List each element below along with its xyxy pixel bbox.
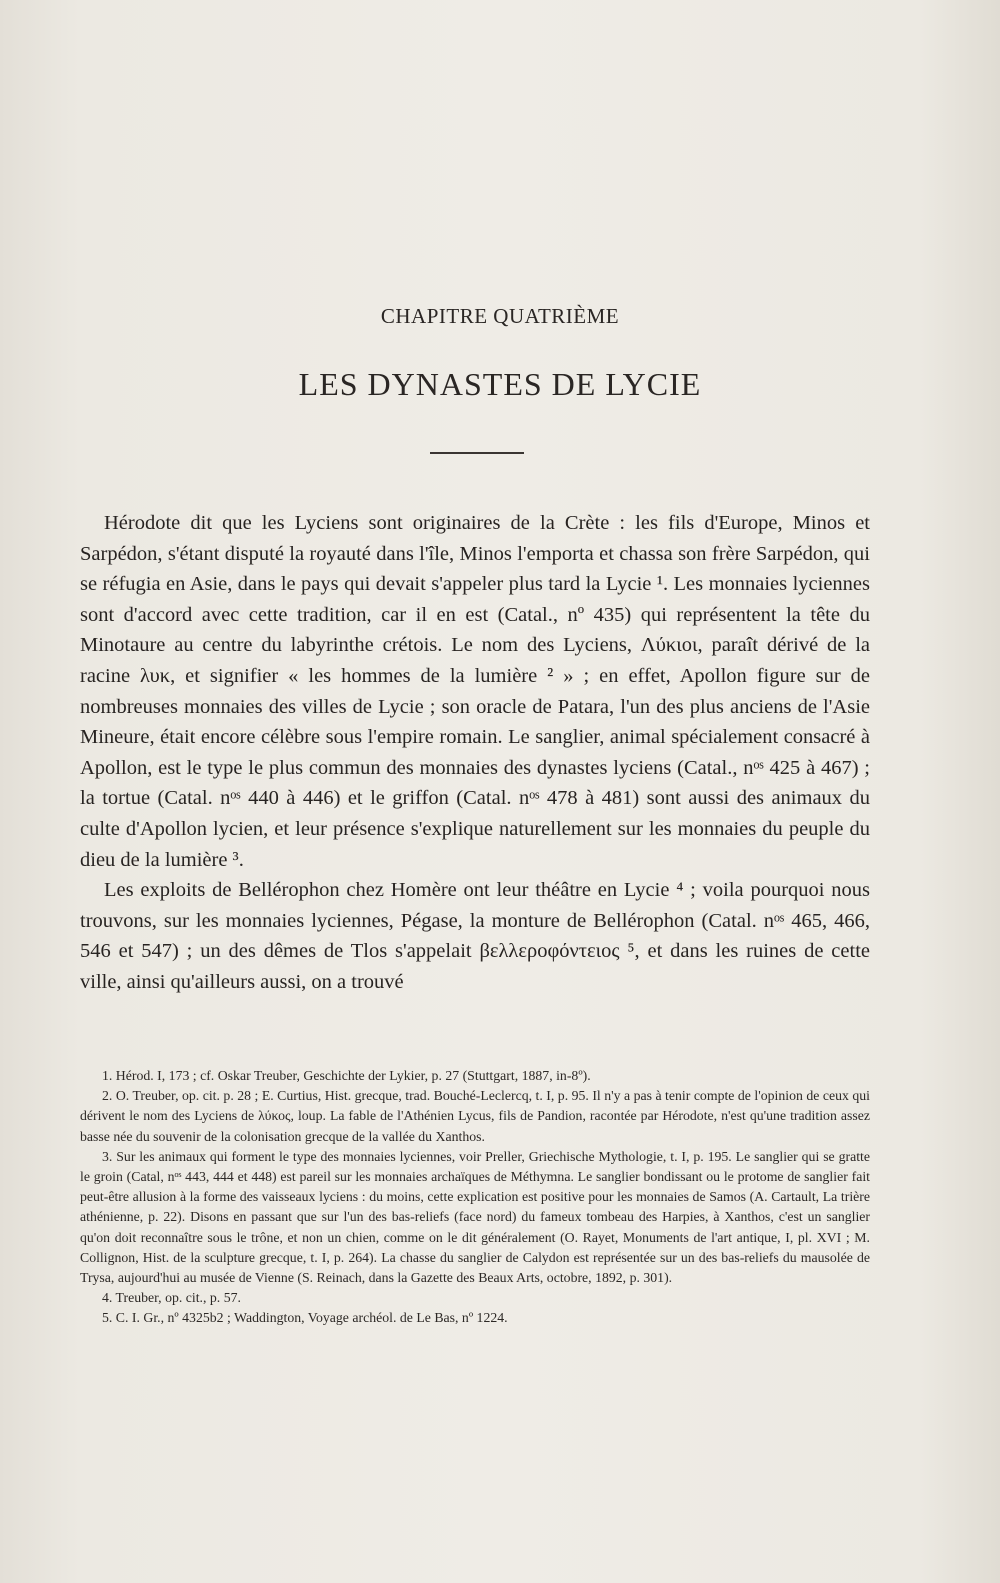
footnote: 3. Sur les animaux qui forment le type des monnaies lyciennes, voir Preller, Griechische Mythologie, t. I, p. 195. Le sanglier qui se gratte le groin (Catal, nᵒˢ 443, 444 et 448) est pareil sur les monnaies archaïques de Méthymna. Le sanglier bondissant ou le protome de sanglier fait peut-être allusion à la forme des vaisseaux lyciens : du moins, cette explication est positive pour les monnaies de Samos (A. Cartault, La trière athénienne, p. 22). Disons en passant que sur l'un des bas-reliefs (face nord) du fameux tombeau des Harpies, à Xanthos, c'est un sanglier qu'on doit reconnaître sous le trône, et non un chien, comme on le dit généralement (O. Rayet, Monuments de l'art antique, I, pl. XVI ; M. Collignon, Hist. de la sculpture grecque, t. I, p. 264). La chasse du sanglier de Calydon est représentée sur un des bas-reliefs du mausolée de Trysa, aujourd'hui au musée de Vienne (S. Reinach, dans la Gazette des Beaux Arts, octobre, 1892, p. 301). [80, 1148, 870, 1286]
title-divider [430, 452, 524, 454]
chapter-title: LES DYNASTES DE LYCIE [298, 366, 702, 402]
footnote: 2. O. Treuber, op. cit. p. 28 ; E. Curtius, Hist. grecque, trad. Bouché-Leclercq, t. I, p. 95. Il n'y a pas à tenir compte de l'opinion de ceux qui dérivent le nom des Lyciens de λύκος, loup. La fable de l'Athénien Lycus, fils de Pandion, racontée par Hérodote, n'est qu'une tradition assez basse née du souvenir de la colonisation grecque de la vallée du Xanthos. [80, 1088, 870, 1144]
footnotes [80, 1066, 870, 1329]
footnote: 1. Hérod. I, 173 ; cf. Oskar Treuber, Geschichte der Lykier, p. 27 (Stuttgart, 1887, in-8º). [102, 1068, 591, 1083]
body-paragraph: Hérodote dit que les Lyciens sont originaires de la Crète : les fils d'Europe, Minos et Sarpédon, s'étant disputé la royauté dans l'île, Minos l'emporta et chassa son frère Sarpédon, qui se réfugia en Asie, dans le pays qui devait s'appeler plus tard la Lycie ¹. Les monnaies lyciennes sont d'accord avec cette tradition, car il en est (Catal., nº 435) qui représentent la tête du Minotaure au centre du labyrinthe crétois. Le nom des Lyciens, Λύκιοι, paraît dérivé de la racine λυκ, et signifier « les hommes de la lumière ² » ; en effet, Apollon figure sur de nombreuses monnaies des villes de Lycie ; son oracle de Patara, l'un des plus anciens de l'Asie Mineure, était encore célèbre sous l'empire romain. Le sanglier, animal spécialement consacré à Apollon, est le type le plus commun des monnaies des dynastes lyciens (Catal., nᵒˢ 425 à 467) ; la tortue (Catal. nᵒˢ 440 à 446) et le griffon (Catal. nᵒˢ 478 à 481) sont aussi des animaux du culte d'Apollon lycien, et leur présence s'explique naturellement sur les monnaies du peuple du dieu de la lumière ³. [80, 512, 871, 871]
footnote: 5. C. I. Gr., nº 4325b2 ; Waddington, Voyage archéol. de Le Bas, nº 1224. [102, 1310, 508, 1326]
body-text [80, 508, 870, 998]
body-paragraph: Les exploits de Bellérophon chez Homère ont leur théâtre en Lycie ⁴ ; voila pourquoi nous trouvons, sur les monnaies lyciennes, Pégase, la monture de Bellérophon (Catal. nᵒˢ 465, 466, 546 et 547) ; un des dêmes de Tlos s'appelait βελλεροφόντειος ⁵, et dans les ruines de cette ville, ainsi qu'ailleurs aussi, on a trouvé [80, 879, 870, 993]
chapter-label: CHAPITRE QUATRIÈME [380, 304, 620, 328]
footnote: 4. Treuber, op. cit., p. 57. [102, 1290, 241, 1306]
